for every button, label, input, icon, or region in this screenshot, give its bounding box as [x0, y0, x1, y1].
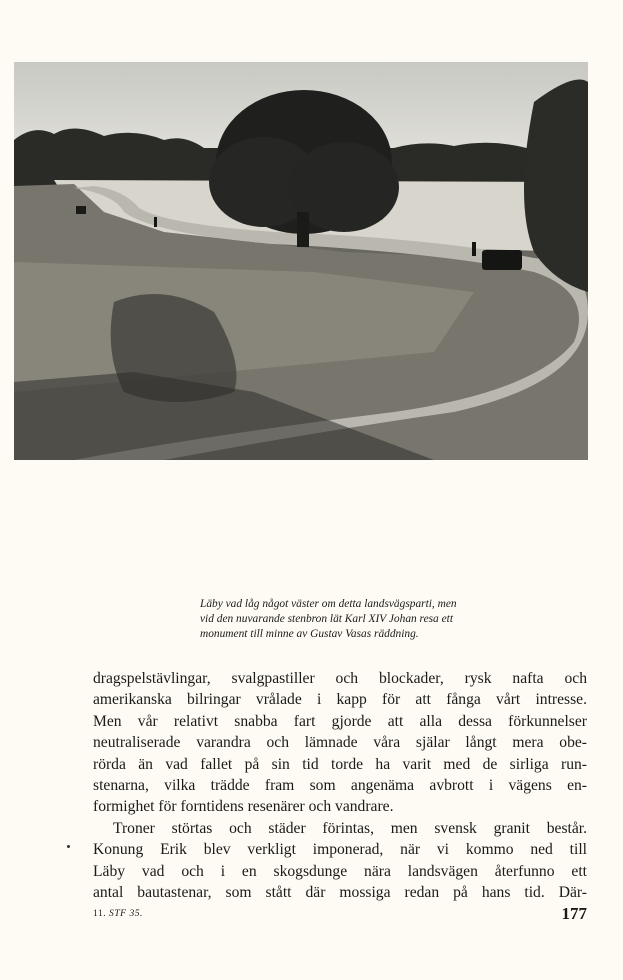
body-line: formighet för forntidens resenärer och vandrare. [93, 798, 394, 816]
page-number: 177 [561, 904, 587, 923]
body-line: Läby vad och i en skogsdunge nära landsvägen återfunno ett [93, 862, 587, 880]
margin-dot [67, 845, 70, 848]
signature-code: STF 35. [109, 908, 143, 919]
body-line: rörda än vad fallet på sin tid torde ha varit med de sirliga run- [93, 755, 587, 773]
body-line: Konung Erik blev verkligt imponerad, när vi kommo ned till [93, 841, 587, 859]
body-line: antal bautastenar, som stått där mossiga redan på hans tid. Där- [93, 884, 587, 902]
body-line: neutraliserade varandra och lämnade våra själar långt mera obe- [93, 734, 587, 752]
caption-line: vid den nuvarande stenbron lät Karl XIV Johan resa ett [200, 613, 453, 625]
landscape-photo [14, 62, 588, 460]
body-line: Men vår relativt snabba fart gjorde att alla dessa förkunnelser [93, 712, 587, 730]
body-line: amerikanska bilringar vrålade i kapp för att fånga vårt intresse. [93, 691, 587, 709]
signature-number: 11. [93, 908, 107, 919]
landscape-photo-icon [14, 62, 588, 460]
body-line: Troner störtas och städer förintas, men svensk granit består. [113, 819, 587, 837]
printer-signature [93, 908, 143, 919]
body-text [93, 668, 587, 903]
caption-line: monument till minne av Gustav Vasas räddning. [200, 628, 419, 640]
body-line: dragspelstävlingar, svalgpastiller och blockader, rysk nafta och [93, 670, 587, 687]
body-line: stenarna, vilka trädde fram som angenäma avbrott i vägens en- [93, 777, 587, 795]
caption-line: Läby vad låg något väster om detta landsvägsparti, men [200, 598, 457, 610]
photo-caption [200, 597, 588, 642]
